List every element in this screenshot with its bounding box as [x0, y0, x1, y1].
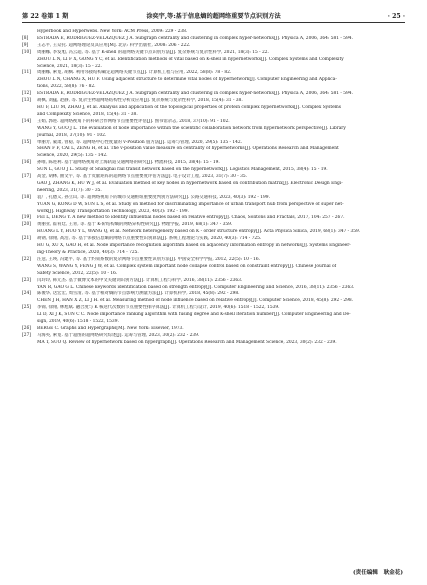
reference-item	[22, 291, 405, 305]
reference-number: [11]	[22, 70, 31, 76]
reference-text-line: Safety Science, 2012, 22(5): 10 - 16.	[37, 270, 118, 276]
reference-number: [9]	[22, 42, 29, 48]
reference-text-line: SUN L, GUO J L. Study of Shanghai rail transit network based on the hypernetwork[J]. Logistics Management, 2015, 38(4): 15 - 19.	[37, 167, 328, 173]
reference-text-line: ing-Theory & Practice, 2020, 40(3): 714 - 725.	[37, 250, 139, 255]
reference-text-line: ESTRADA E, RODRIGUEZ-VELAZQUEZ J A. Subgraph centrality and clustering in complex hyper-networks[J]. Physica A, 2006, 364: 581 - 594.	[37, 91, 353, 97]
reference-text-line: 孙唯, 陈进利. 基于超网络视角对上海轨道交通网络的研究[J]. 物流科技, 2015, 38(4): 15 - 19.	[37, 160, 220, 166]
reference-text-line: 王志平, 王众托. 超网络理论及其应用[M]. 北京: 科学出版社, 2008: 206 - 222.	[37, 42, 191, 48]
reference-number: [17]	[22, 174, 31, 180]
reference-text-line: work[J]. Highway Transportation Technology, 2023, 40(3): 192 - 199.	[37, 208, 189, 214]
reference-item	[22, 222, 405, 236]
reference-number: [21]	[22, 236, 31, 242]
reference-item	[22, 160, 405, 174]
reference-text-line: 胡钢, 徐翔, 高浩, 等. 基于邻接信息熵的网络节点重要性识别算法[J]. 系统工程理论与实践, 2020, 40(3): 714 - 725.	[37, 236, 262, 242]
reference-text-line: WANG Y, GUO J L. The evaluation of node importance within the scientific collaboration network from hypernetwork perspective[J]. Library	[37, 125, 346, 131]
reference-item	[22, 70, 405, 91]
reference-number: [15]	[22, 139, 31, 145]
reference-item	[22, 333, 405, 347]
editor-note: (责任编辑 耿金花)	[352, 570, 403, 576]
reference-list	[22, 29, 405, 347]
reference-number: [25]	[22, 305, 31, 311]
reference-text-line: Science, 2020, 29(5): 135 - 142.	[37, 153, 108, 159]
reference-item	[22, 140, 405, 161]
journal-volume-issue: 第 22 卷第 1 期	[22, 13, 69, 20]
reference-text-line: MA T, SUO Q. Review of hypernetwork based on hypergraph[J]. Operations Research and Management Science, 2023, 30(2): 232 - 239.	[37, 339, 337, 345]
reference-item	[22, 98, 405, 119]
header-rule	[22, 22, 405, 23]
reference-number: [16]	[22, 160, 31, 166]
reference-text-line: LI D, XI J K, SUN C C. Node importance ranking algorithm with fusing degree and K-shell iteration number[J]. Computer Engineering and De-	[37, 312, 351, 318]
reference-text-line: GAO J, ZHANG K, HU W J, et al. Evaluation method of key nodes in hypernetwork based on contribution matrix[J]. Electronic Design Engi-	[37, 180, 343, 186]
reference-number: [18]	[22, 194, 31, 200]
reference-text-line: ZHOU L N, LI F X, GONG Y C, et al. Identification methods of vital based on K-shell in hypernetworks[J]. Complex Systems and Complexity	[37, 56, 344, 62]
reference-number: [12]	[22, 91, 31, 97]
reference-text-line: Journal, 2018, 37(10): 91 - 102.	[37, 132, 107, 138]
reference-text-line: 李锦, 徐翔, 林旭斌. 融合度与 K 核迭代次数的节点重要性排序算法[J]. 计算机工程与设计, 2019, 40(6): 1518 - 1522, 1539.	[37, 305, 280, 311]
reference-text-line: 马海英, 索宽. 基于超图的超网络研究综述[J]. 运筹与管理, 2023, 30(2): 232 - 239.	[37, 332, 200, 338]
reference-number: [20]	[22, 222, 31, 228]
reference-item	[22, 326, 405, 333]
reference-text-line: 闫玲玲, 韩元杰. 基于微博文本的中文关键词识别方法[J]. 计算机工程与科学, 2016, 38(11): 2356 - 2363.	[37, 277, 243, 283]
reference-number: [23]	[22, 277, 31, 283]
reference-text-line: 高金, 胡林, 曲文宇, 等. 基于贡献矩阵的超网络节点重要度评估方法[J]. 电子设计工程, 2023, 31(7): 30 - 35.	[37, 174, 248, 180]
reference-text-line: sign, 2019, 40(6): 1518 - 1522, 1539.	[37, 319, 119, 325]
reference-item	[22, 36, 405, 43]
reference-item	[22, 305, 405, 326]
reference-number: [27]	[22, 332, 31, 338]
reference-text-line: CHEN J H, HAN X Z, LI J H. et al. Measuring method of node influence based on relative entropy[J]. Computer Science, 2018, 45(8): 292 - 298.	[37, 298, 354, 304]
reference-text-line: BERGE C. Graphs and Hypergraphs[M]. New York: Elsevier, 1973.	[37, 325, 184, 331]
reference-item	[22, 257, 405, 278]
reference-item	[22, 174, 405, 195]
reference-text-line: 汪送, 王瑛, 冯建平, 等. 基于约束系数的复杂网络节点重要性识别方法[J]. 中国安全科学学报, 2012, 22(5): 10 - 16.	[37, 256, 261, 262]
reference-text-line: and Complexity Science, 2018, 15(4): 31 - 38.	[37, 111, 138, 117]
reference-number: [13]	[22, 98, 31, 104]
reference-text-line: YUAN G, KONG D W, SUN L S, et al. Study on method for discriminating importance of urban transport hub from perspective of super net-	[37, 201, 344, 207]
reference-text-line: 周丽娜, 李发旭, 冯云超, 等. 基于 K-shell 的超网络关键节点识别方法[J]. 复杂系统与复杂性科学, 2021, 18(3): 15 - 22.	[37, 49, 269, 55]
reference-item	[22, 50, 405, 71]
reference-text-line: FEI L, DENG Y. A new method to identify influential nodes based on relative entropy[J]. Chaos, Solitons and Fractals, 2017, 104: 257 - 267.	[37, 215, 345, 221]
reference-number: [10]	[22, 49, 31, 55]
reference-text-line: 黄丽亚, 霍宥廷, 王青, 等. 基于 K-阶结构熵的网络异构性研究[J]. 物理学报, 2019, 68(1): 347 - 359.	[37, 222, 233, 228]
reference-text-line: 袁广, 孔德义, 孙立山, 等. 超网络视角下的城市交通枢纽重要度判别方法研究[J]. 公路交通科技, 2023, 40(3): 192 - 199.	[37, 194, 270, 200]
reference-text-line: ZHOU L N, CHANG X, HU F. Using adjacent structure to determine vital nodes of hypernetwork[J]. Computer Engineering and Applica-	[37, 77, 337, 83]
reference-text-line: neering, 2023, 31(7): 30 - 35.	[37, 187, 102, 193]
reference-item	[22, 43, 405, 50]
reference-number: [26]	[22, 325, 31, 331]
reference-text-line: YAN R, GAO G L. Chinese keywords identification based on strength entropy[J]. Computer Engineering and Science, 2016, 38(11): 2356 - 2363.	[37, 284, 355, 290]
reference-item	[22, 215, 405, 222]
reference-number: [22]	[22, 256, 31, 262]
reference-text-line: 单丽芳, 蒙肃, 曾稳, 等. 超网络中心性度量的 v-Position 值方法[J]. 运筹与管理, 2020, 29(5): 135 - 142.	[37, 139, 243, 145]
page-number: · 25 ·	[387, 13, 405, 20]
reference-item	[22, 278, 405, 292]
reference-text-line: tions, 2022, 58(8): 76 - 82.	[37, 84, 96, 90]
reference-text-line: Hyperbook and Hyperwebs. New York: ACM Press, 2009: 229 - 238.	[37, 29, 188, 34]
reference-number: [19]	[22, 215, 31, 221]
reference-text-line: ESTRADA E, RODRIGUEZ-VELAZQUEZ J A. Subgraph centrality and clustering in complex hyper-networks[J]. Physica A, 2006, 364: 581 - 594.	[37, 35, 353, 41]
reference-text-line: 周丽娜, 索宽, 胡枫. 利用邻接结构确定超网络关键节点[J]. 计算机工程与应用, 2022, 58(8): 78 - 82.	[37, 70, 232, 76]
reference-number: [14]	[22, 118, 31, 124]
reference-item	[22, 236, 405, 257]
reference-item	[22, 91, 405, 98]
reference-text-line: HUANG L Y, HUO Y L, WANG Q, et al. Network heterogeneity based on K - order structure entropy[J]. Acta Physica Sinica, 2019, 68(1): 347 - 359.	[37, 229, 361, 235]
reference-item	[22, 119, 405, 140]
reference-text-line: SHAN F F, CAI L, ZENG H, et al. The v-position value measure on centrality of hypernetworks[J]. Operations Research and Management	[37, 146, 339, 152]
reference-text-line: 王娟, 郭进. 超网络视角下的科研合作网络节点重要性评估[J]. 图书馆杂志, 2018, 37(10): 91 - 102.	[37, 118, 230, 124]
reference-text-line: 胡枫, 刘猛, 赵静, 等. 复杂生物超网络结构性分析及应用[J]. 复杂系统与复杂性科学, 2018, 15(4): 31 - 38.	[37, 98, 243, 104]
reference-number: [24]	[22, 291, 31, 297]
running-header	[22, 8, 405, 20]
reference-item	[22, 195, 405, 216]
reference-number: [8]	[22, 35, 29, 41]
reference-text-line: HU G, XU X, GAO H, et al. Node importance recognition algorithm based on adjacency information entropy in networks[J]. Systems Engineer-	[37, 243, 351, 249]
reference-item	[22, 29, 405, 36]
reference-text-line: WANG S, WANG Y, FENG J W, et al. Complex system important node collapse control based on constraint entropy[J]. Chinese Journal of	[37, 263, 337, 269]
running-title: 涂奕宇,等:基于信息熵的超网络重要节点识别方法	[146, 13, 281, 20]
reference-text-line: HU F, LIU M, ZHAO J, et al. Analysis and application of the topological properties of protein complex hypernetworks[J]. Complex Systems	[37, 104, 342, 110]
reference-text-line: 陈俊华, 达宏宏, 周雪清, 等. 基于相对熵的节点影响力测量方法[J]. 计算机科学, 2018, 45(8): 292 - 298.	[37, 291, 240, 297]
reference-text-line: Science, 2021, 18(3): 15 - 22.	[37, 63, 102, 69]
